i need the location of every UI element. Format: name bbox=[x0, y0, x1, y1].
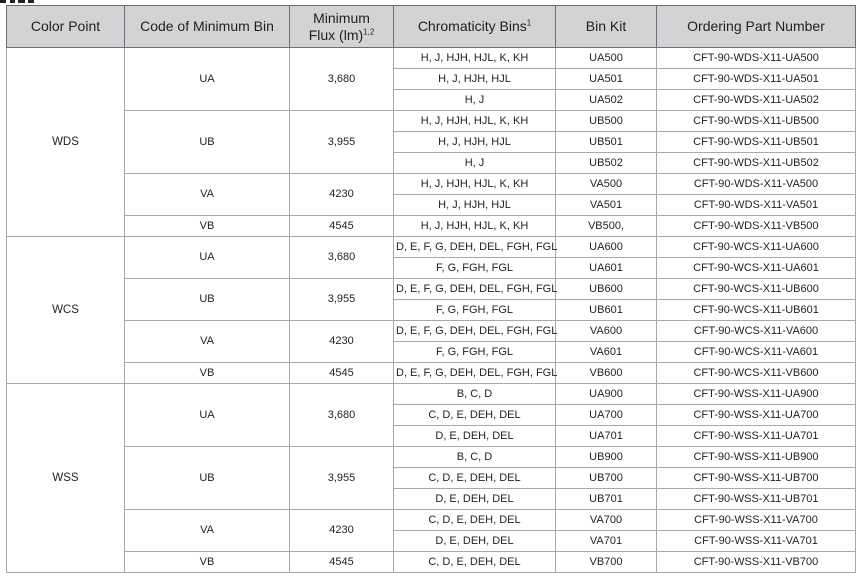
part-number-cell: CFT-90-WCS-X11-VB600 bbox=[657, 363, 856, 384]
part-number-cell: CFT-90-WSS-X11-UB700 bbox=[657, 468, 856, 489]
min-flux-cell: 3,680 bbox=[290, 48, 394, 111]
min-flux-cell: 3,680 bbox=[290, 237, 394, 279]
table-header bbox=[7, 6, 856, 48]
ordering-table bbox=[6, 5, 856, 573]
chromaticity-cell: H, J bbox=[394, 90, 556, 111]
color-point-cell: WDS bbox=[7, 48, 125, 237]
min-flux-cell: 4545 bbox=[290, 363, 394, 384]
color-point-cell: WSS bbox=[7, 384, 125, 573]
part-number-cell: CFT-90-WSS-X11-UB701 bbox=[657, 489, 856, 510]
bin-kit-cell: VA600 bbox=[556, 321, 657, 342]
min-bin-cell: UB bbox=[125, 279, 290, 321]
header-chromaticity-bins bbox=[394, 6, 556, 48]
chromaticity-cell: D, E, F, G, DEH, DEL, FGH, FGL bbox=[394, 321, 556, 342]
chromaticity-cell: C, D, E, DEH, DEL bbox=[394, 468, 556, 489]
chromaticity-cell: F, G, FGH, FGL bbox=[394, 300, 556, 321]
chromaticity-cell: H, J, HJH, HJL bbox=[394, 132, 556, 153]
table-row bbox=[7, 321, 856, 342]
header-part-number: Ordering Part Number bbox=[657, 6, 856, 48]
min-bin-cell: VA bbox=[125, 321, 290, 363]
min-bin-cell: UA bbox=[125, 48, 290, 111]
bin-kit-cell: UA900 bbox=[556, 384, 657, 405]
bin-kit-cell: UB502 bbox=[556, 153, 657, 174]
header-flux-line1: Minimum bbox=[313, 9, 370, 26]
min-bin-cell: UA bbox=[125, 237, 290, 279]
table-body bbox=[7, 48, 856, 573]
chromaticity-cell: H, J bbox=[394, 153, 556, 174]
chromaticity-cell: C, D, E, DEH, DEL bbox=[394, 405, 556, 426]
header-chroma-label: Chromaticity Bins bbox=[417, 18, 527, 34]
chromaticity-cell: C, D, E, DEH, DEL bbox=[394, 510, 556, 531]
min-flux-cell: 3,955 bbox=[290, 111, 394, 174]
part-number-cell: CFT-90-WSS-X11-UA701 bbox=[657, 426, 856, 447]
header-color-point: Color Point bbox=[7, 6, 125, 48]
min-bin-cell: VB bbox=[125, 552, 290, 573]
header-minimum-bin: Code of Minimum Bin bbox=[125, 6, 290, 48]
min-flux-cell: 4230 bbox=[290, 174, 394, 216]
min-flux-cell: 4545 bbox=[290, 216, 394, 237]
clipped-heading-fragment bbox=[0, 0, 60, 4]
part-number-cell: CFT-90-WSS-X11-VA701 bbox=[657, 531, 856, 552]
header-chroma-footnote: 1 bbox=[526, 18, 532, 28]
bin-kit-cell: UB500 bbox=[556, 111, 657, 132]
min-bin-cell: VA bbox=[125, 174, 290, 216]
chromaticity-cell: H, J, HJH, HJL, K, KH bbox=[394, 48, 556, 69]
bin-kit-cell: UB701 bbox=[556, 489, 657, 510]
chromaticity-cell: D, E, F, G, DEH, DEL, FGH, FGL bbox=[394, 237, 556, 258]
bin-kit-cell: VA700 bbox=[556, 510, 657, 531]
part-number-cell: CFT-90-WDS-X11-UB500 bbox=[657, 111, 856, 132]
part-number-cell: CFT-90-WDS-X11-VB500 bbox=[657, 216, 856, 237]
bin-kit-cell: UA600 bbox=[556, 237, 657, 258]
bin-kit-cell: UA701 bbox=[556, 426, 657, 447]
header-flux-line2: Flux (lm) bbox=[308, 26, 364, 43]
part-number-cell: CFT-90-WDS-X11-UB502 bbox=[657, 153, 856, 174]
chromaticity-cell: F, G, FGH, FGL bbox=[394, 258, 556, 279]
bin-kit-cell: VA501 bbox=[556, 195, 657, 216]
bin-kit-cell: VA601 bbox=[556, 342, 657, 363]
table-row bbox=[7, 552, 856, 573]
bin-kit-cell: VA701 bbox=[556, 531, 657, 552]
table-row bbox=[7, 279, 856, 300]
bin-kit-cell: UB600 bbox=[556, 279, 657, 300]
chromaticity-cell: C, D, E, DEH, DEL bbox=[394, 552, 556, 573]
min-bin-cell: UB bbox=[125, 111, 290, 174]
chromaticity-cell: H, J, HJH, HJL, K, KH bbox=[394, 174, 556, 195]
bin-kit-cell: UA502 bbox=[556, 90, 657, 111]
part-number-cell: CFT-90-WDS-X11-UA501 bbox=[657, 69, 856, 90]
chromaticity-cell: D, E, DEH, DEL bbox=[394, 489, 556, 510]
table-row bbox=[7, 237, 856, 258]
chromaticity-cell: F, G, FGH, FGL bbox=[394, 342, 556, 363]
bin-kit-cell: UA500 bbox=[556, 48, 657, 69]
chromaticity-cell: D, E, F, G, DEH, DEL, FGH, FGL bbox=[394, 279, 556, 300]
part-number-cell: CFT-90-WSS-X11-UA700 bbox=[657, 405, 856, 426]
table-row bbox=[7, 174, 856, 195]
bin-kit-cell: UB501 bbox=[556, 132, 657, 153]
table-row bbox=[7, 48, 856, 69]
chromaticity-cell: D, E, DEH, DEL bbox=[394, 531, 556, 552]
min-flux-cell: 3,955 bbox=[290, 279, 394, 321]
table-row bbox=[7, 363, 856, 384]
chromaticity-cell: D, E, DEH, DEL bbox=[394, 426, 556, 447]
part-number-cell: CFT-90-WCS-X11-VA600 bbox=[657, 321, 856, 342]
bin-kit-cell: UA700 bbox=[556, 405, 657, 426]
header-flux-footnote: 1,2 bbox=[363, 26, 375, 36]
bin-kit-cell: VA500 bbox=[556, 174, 657, 195]
table-row bbox=[7, 111, 856, 132]
part-number-cell: CFT-90-WCS-X11-UA600 bbox=[657, 237, 856, 258]
bin-kit-cell: VB700 bbox=[556, 552, 657, 573]
header-row bbox=[7, 6, 856, 48]
part-number-cell: CFT-90-WSS-X11-VA700 bbox=[657, 510, 856, 531]
table-row bbox=[7, 216, 856, 237]
part-number-cell: CFT-90-WDS-X11-UB501 bbox=[657, 132, 856, 153]
part-number-cell: CFT-90-WDS-X11-VA501 bbox=[657, 195, 856, 216]
header-minimum-flux bbox=[290, 6, 394, 48]
table-row bbox=[7, 447, 856, 468]
chromaticity-cell: B, C, D bbox=[394, 384, 556, 405]
table-row bbox=[7, 510, 856, 531]
chromaticity-cell: H, J, HJH, HJL, K, KH bbox=[394, 111, 556, 132]
min-flux-cell: 3,680 bbox=[290, 384, 394, 447]
min-bin-cell: VB bbox=[125, 363, 290, 384]
part-number-cell: CFT-90-WSS-X11-VB700 bbox=[657, 552, 856, 573]
bin-kit-cell: VB600 bbox=[556, 363, 657, 384]
part-number-cell: CFT-90-WCS-X11-UA601 bbox=[657, 258, 856, 279]
bin-kit-cell: UB601 bbox=[556, 300, 657, 321]
color-point-cell: WCS bbox=[7, 237, 125, 384]
chromaticity-cell: D, E, F, G, DEH, DEL, FGH, FGL bbox=[394, 363, 556, 384]
part-number-cell: CFT-90-WCS-X11-VA601 bbox=[657, 342, 856, 363]
part-number-cell: CFT-90-WCS-X11-UB601 bbox=[657, 300, 856, 321]
min-flux-cell: 3,955 bbox=[290, 447, 394, 510]
bin-kit-cell: UB700 bbox=[556, 468, 657, 489]
part-number-cell: CFT-90-WSS-X11-UB900 bbox=[657, 447, 856, 468]
bin-kit-cell: VB500, bbox=[556, 216, 657, 237]
min-flux-cell: 4230 bbox=[290, 510, 394, 552]
min-flux-cell: 4545 bbox=[290, 552, 394, 573]
header-bin-kit: Bin Kit bbox=[556, 6, 657, 48]
part-number-cell: CFT-90-WDS-X11-VA500 bbox=[657, 174, 856, 195]
bin-kit-cell: UA501 bbox=[556, 69, 657, 90]
min-bin-cell: UA bbox=[125, 384, 290, 447]
part-number-cell: CFT-90-WSS-X11-UA900 bbox=[657, 384, 856, 405]
chromaticity-cell: B, C, D bbox=[394, 447, 556, 468]
chromaticity-cell: H, J, HJH, HJL bbox=[394, 195, 556, 216]
min-bin-cell: VA bbox=[125, 510, 290, 552]
bin-kit-cell: UB900 bbox=[556, 447, 657, 468]
part-number-cell: CFT-90-WDS-X11-UA502 bbox=[657, 90, 856, 111]
table-row bbox=[7, 384, 856, 405]
part-number-cell: CFT-90-WCS-X11-UB600 bbox=[657, 279, 856, 300]
part-number-cell: CFT-90-WDS-X11-UA500 bbox=[657, 48, 856, 69]
bin-kit-cell: UA601 bbox=[556, 258, 657, 279]
min-bin-cell: VB bbox=[125, 216, 290, 237]
min-bin-cell: UB bbox=[125, 447, 290, 510]
min-flux-cell: 4230 bbox=[290, 321, 394, 363]
chromaticity-cell: H, J, HJH, HJL bbox=[394, 69, 556, 90]
chromaticity-cell: H, J, HJH, HJL, K, KH bbox=[394, 216, 556, 237]
